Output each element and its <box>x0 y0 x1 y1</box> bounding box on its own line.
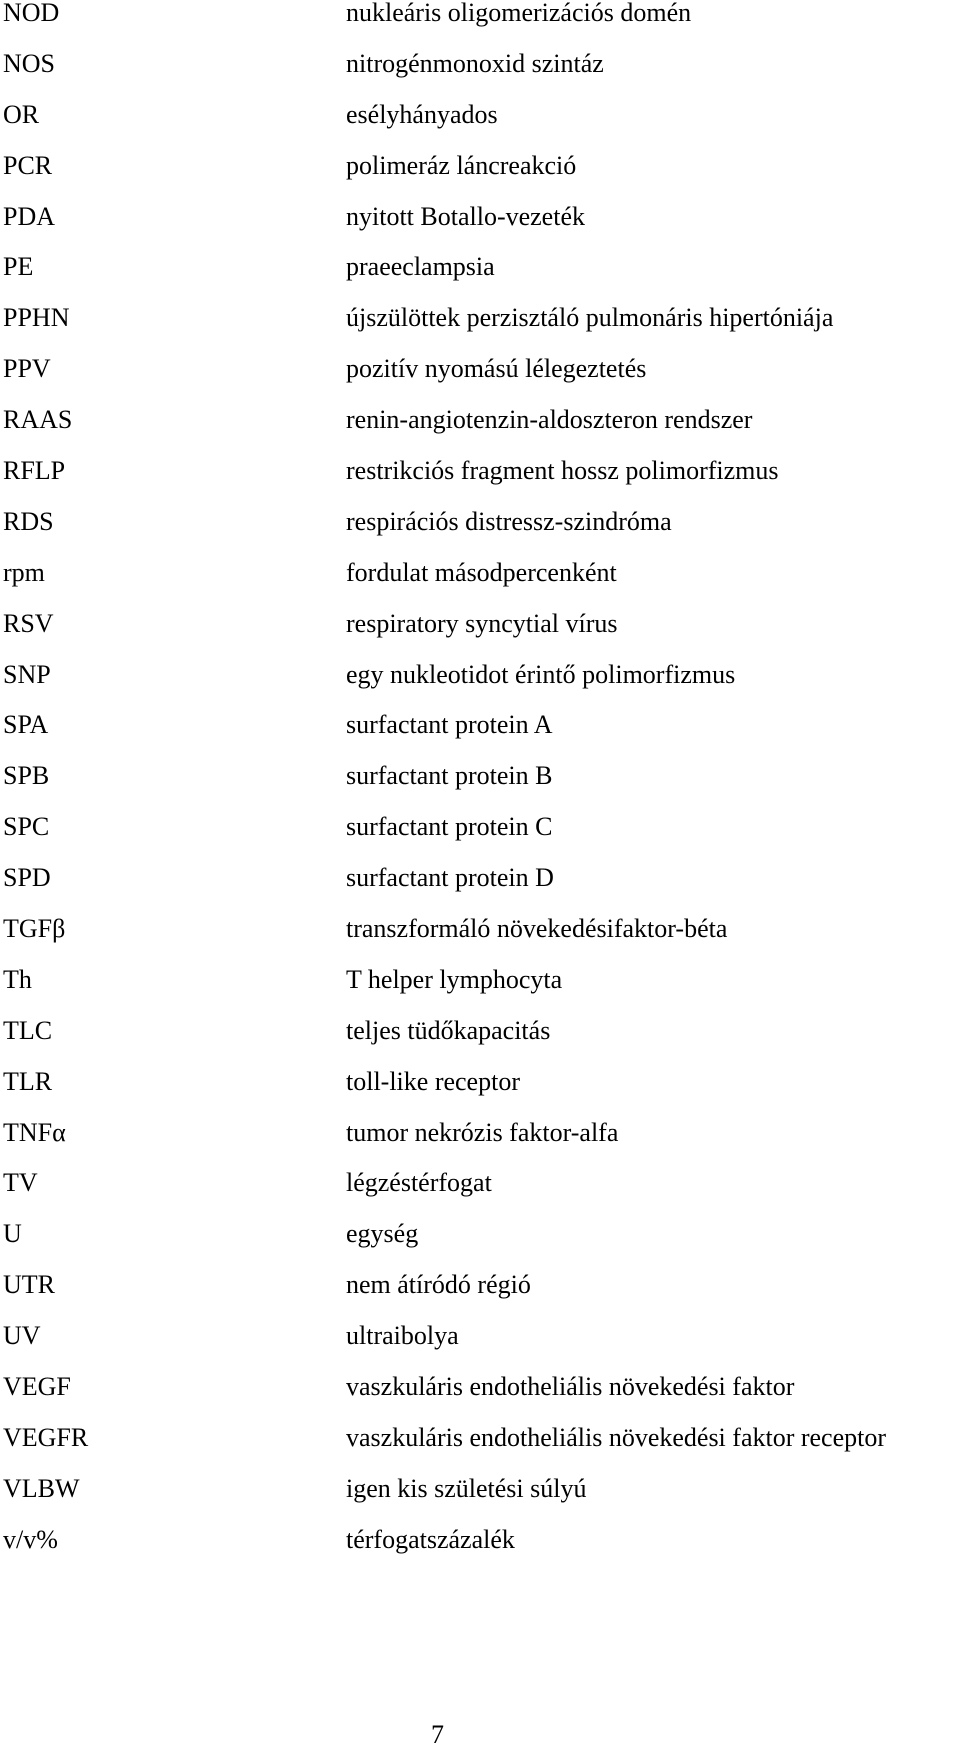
abbreviation: RFLP <box>3 456 66 486</box>
abbreviation: NOS <box>3 48 56 78</box>
abbreviation-row <box>0 1374 960 1425</box>
abbreviation-row <box>0 1473 960 1527</box>
abbreviation-row <box>0 1015 960 1069</box>
abbreviation-row <box>0 150 960 204</box>
abbreviation-row <box>0 48 960 102</box>
abbreviation-row <box>0 1221 960 1272</box>
abbreviation-row <box>0 1323 960 1374</box>
abbreviation: RSV <box>3 608 54 638</box>
page-number: 7 <box>431 1720 444 1749</box>
definition: igen kis születési súlyú <box>346 1473 587 1503</box>
abbreviation: TLR <box>3 1066 53 1096</box>
definition: respiratory syncytial vírus <box>346 608 618 638</box>
abbreviation-row <box>0 1117 960 1171</box>
definition: toll-like receptor <box>346 1066 520 1096</box>
abbreviation-row <box>0 1170 960 1221</box>
abbreviation: U <box>3 1219 22 1249</box>
abbreviation-row <box>0 1272 960 1323</box>
definition: surfactant protein A <box>346 710 553 740</box>
definition: légzéstérfogat <box>346 1168 492 1198</box>
abbreviation-row <box>0 99 960 153</box>
definition: vaszkuláris endotheliális növekedési faktor receptor <box>346 1422 887 1452</box>
abbreviation-row <box>0 608 960 662</box>
definition: respirációs distressz-szindróma <box>346 506 672 536</box>
definition: praeeclampsia <box>346 252 495 282</box>
abbreviation-row <box>0 506 960 560</box>
abbreviation: PE <box>3 252 34 282</box>
abbreviation: TV <box>3 1168 38 1198</box>
abbreviation: SPD <box>3 863 51 893</box>
abbreviation-row <box>0 356 960 407</box>
definition: pozitív nyomású lélegeztetés <box>346 354 647 384</box>
definition: egy nukleotidot érintő polimorfizmus <box>346 659 736 689</box>
definition: nem átíródó régió <box>346 1270 531 1300</box>
abbreviation-row <box>0 254 960 305</box>
definition: nukleáris oligomerizációs domén <box>346 0 692 27</box>
abbreviation: PCR <box>3 150 53 180</box>
definition: polimeráz láncreakció <box>346 150 577 180</box>
definition: surfactant protein D <box>346 863 554 893</box>
abbreviation: SPB <box>3 761 50 791</box>
definition: surfactant protein C <box>346 812 553 842</box>
definition: ultraibolya <box>346 1321 459 1351</box>
abbreviation-row <box>0 964 960 1018</box>
abbreviation: SNP <box>3 659 51 689</box>
abbreviation: v/v% <box>3 1524 58 1554</box>
definition: fordulat másodpercenként <box>346 557 617 587</box>
abbreviation: VEGF <box>3 1372 71 1402</box>
abbreviation: UTR <box>3 1270 55 1300</box>
abbreviation-row <box>0 407 960 458</box>
abbreviation: VEGFR <box>3 1422 89 1452</box>
abbreviation: TNFα <box>3 1117 66 1147</box>
abbreviation: PPHN <box>3 303 70 333</box>
abbreviation: PDA <box>3 201 56 231</box>
abbreviation-row <box>0 865 960 916</box>
abbreviation-row <box>0 1422 960 1476</box>
definition: surfactant protein B <box>346 761 553 791</box>
abbreviation-row <box>0 814 960 865</box>
abbreviation-row <box>0 916 960 967</box>
definition: restrikciós fragment hossz polimorfizmus <box>346 456 779 486</box>
abbreviation: VLBW <box>3 1473 80 1503</box>
definition: tumor nekrózis faktor-alfa <box>346 1117 619 1147</box>
abbreviation: RDS <box>3 506 54 536</box>
definition: újszülöttek perzisztáló pulmonáris hipertóniája <box>346 303 834 333</box>
definition: egység <box>346 1219 419 1249</box>
definition: T helper lymphocyta <box>346 964 563 994</box>
abbreviation: NOD <box>3 0 60 27</box>
abbreviation-row <box>0 458 960 509</box>
abbreviation: SPA <box>3 710 49 740</box>
definition: renin-angiotenzin-aldoszteron rendszer <box>346 405 753 435</box>
abbreviation-row <box>0 557 960 611</box>
abbreviation-row <box>0 712 960 763</box>
definition: nyitott Botallo-vezeték <box>346 201 585 231</box>
abbreviation: TGFβ <box>3 914 66 944</box>
abbreviation-row <box>0 0 960 51</box>
definition: térfogatszázalék <box>346 1524 515 1554</box>
abbreviation: PPV <box>3 354 51 384</box>
definition: transzformáló növekedésifaktor-béta <box>346 914 728 944</box>
abbreviation: rpm <box>3 557 45 587</box>
abbreviation: RAAS <box>3 405 73 435</box>
abbreviation: TLC <box>3 1015 53 1045</box>
definition: nitrogénmonoxid szintáz <box>346 48 604 78</box>
abbreviation-row <box>0 659 960 713</box>
definition: vaszkuláris endotheliális növekedési faktor <box>346 1372 795 1402</box>
abbreviation-row <box>0 1524 960 1578</box>
abbreviation: OR <box>3 99 40 129</box>
abbreviation-row <box>0 763 960 814</box>
abbreviation: SPC <box>3 812 50 842</box>
abbreviation: Th <box>3 964 32 994</box>
abbreviation-row <box>0 1066 960 1120</box>
abbreviation: UV <box>3 1321 41 1351</box>
abbreviation-row <box>0 201 960 255</box>
definition: esélyhányados <box>346 99 498 129</box>
abbreviation-row <box>0 305 960 356</box>
definition: teljes tüdőkapacitás <box>346 1015 551 1045</box>
